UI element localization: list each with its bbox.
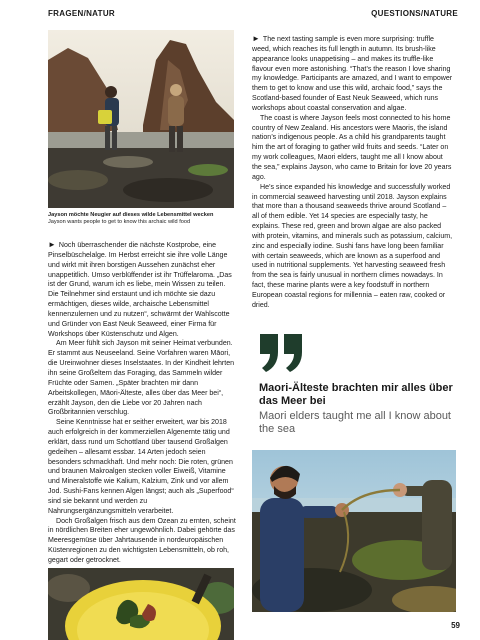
photo-caption xyxy=(48,212,233,227)
arrow-icon: ► xyxy=(48,240,56,249)
caption-en: Jayson wants people to get to know this archaic wild food xyxy=(48,219,191,226)
page-number: 59 xyxy=(451,621,460,630)
german-paragraph: Doch Großalgen frisch aus dem Ozean zu ernten, scheint in nördlichen Breiten eher ungewöhnlich. Dabei gehörte das Meeresgemüse über Jahrtausende in nordeuropäischen Küstenregionen zu den wichtigsten Lebensmitteln, ob roh, gegart oder getrocknet. xyxy=(48,517,236,564)
english-paragraph: The coast is where Jayson feels most connected to his home country of New Zealand. His ancestors were Maoris, the island nation’s indigenous people. As a child his grandparents taught him the art of foraging to gather wild fruits and seeds. “Later on my work colleagues, Maori elders, taught me all I know about the sea,” explains Jayson, who came to Britain for love 20 years ago. xyxy=(252,114,452,181)
seaweed-bowl-photo xyxy=(48,568,234,640)
seaweed-harvest-photo xyxy=(252,450,456,612)
caption-de: Jayson möchte Neugier auf dieses wilde Lebensmittel wecken xyxy=(48,212,214,218)
german-text-column xyxy=(48,240,236,566)
english-text-column xyxy=(252,34,454,311)
pull-quote-en: Maori elders taught me all I know about the sea xyxy=(259,410,451,435)
pull-quote-de: Maori-Älteste brachten mir alles über das Meer bei xyxy=(259,382,453,407)
arrow-icon: ► xyxy=(252,34,260,43)
section-label-en: QUESTIONS/NATURE xyxy=(371,9,458,18)
german-paragraph: Am Meer fühlt sich Jayson mit seiner Heimat verbunden. Er stammt aus Neuseeland. Seine Vorfahren waren Māori, die Ureinwohner dieses Inselstaates. In der Kindheit lehrten ihn seine Großeltern das Foraging, das Sammeln wilder Früchte oder Samen. „Später brachten mir dann Arbeitskollegen, Māori-Älteste, alles über das Meer bei“, erzählt Jayson, den die Liebe vor 20 Jahren nach Großbritannien verschlug. xyxy=(48,340,235,417)
german-paragraph: ► Noch überraschender die nächste Kostprobe, eine Pinselbüschelalge. Im Herbst erreicht sie ihre volle Länge und wirkt mit ihren borstigen Aussehen zunächst eher unappetitlich. Umso verblüffender ist ihr Trüffelaroma. „Das ist der Grund, warum ich es liebe, mein Wissen zu teilen. Die Teilnehmer sind erstaunt und ich möchte sie dazu ermächtigen, dieses wilde, archaische Lebensmittel kennenzulernen und zu nutzen“, schwärmt der Wahlscotte und Gründer von East Neuk Seaweed, einer Firma für Workshops über Küstenschutz und Algen. xyxy=(48,240,232,338)
quotation-mark-icon xyxy=(258,332,306,372)
german-paragraph: Seine Kenntnisse hat er seither erweitert, war bis 2018 auch erfolgreich in der kommerziellen Algenernte tätig und erklärt, dass rund um Schottland über tausend Großalgen gedeihen – allesamt essbar. 14 Arten jedoch seien besonders schmackhaft. Und mehr noch: Die roten, grünen und braunen Makroalgen stecken voller Eiweiß, Vitamine und Mineralstoffe wie Kalium, Kalzium, Zink und vor allem Jod. Sushi-Fans kennen Algen längst; auch als „Superfood“ sind sie bekannt und werden zu Nahrungsergänzungsmitteln verarbeitet. xyxy=(48,419,234,515)
english-paragraph: He’s since expanded his knowledge and successfully worked in commercial seaweed harvesting until 2018. Jayson explains that more than a thousand seaweeds thrive around Scotland – all of them edible. Yet 14 species are especially tasty, he explains. These red, green and brown algae are also packed with protein, vitamins, and minerals such as potassium, calcium, zinc and especially iodine. Sushi fans have long been familiar with certain seaweeds, which are known as a superfood and used in nutritional supplements. Yet harvesting seaweed fresh from the sea is fairly unusual in northern climes nowadays. In fact, these marine plants were a key foodstuff in northern European coastal regions for millennia – eaten raw, cooked or dried. xyxy=(252,183,453,309)
section-label-de: FRAGEN/NATUR xyxy=(48,9,116,18)
english-paragraph: ► The next tasting sample is even more surprising: truffle weed, which reaches its full length in autumn. Its brush-like appearance looks unappetising – and makes its truffle-like flavour even more astonishing. “That’s the reason I love sharing my knowledge. Participants are amazed, and I want to empower them to get to know and use this wild, archaic food,” says the Scotland-based founder of East Neuk Seaweed, which runs workshops about coastal conservation and algae. xyxy=(252,34,453,112)
beach-foraging-photo xyxy=(48,30,234,208)
